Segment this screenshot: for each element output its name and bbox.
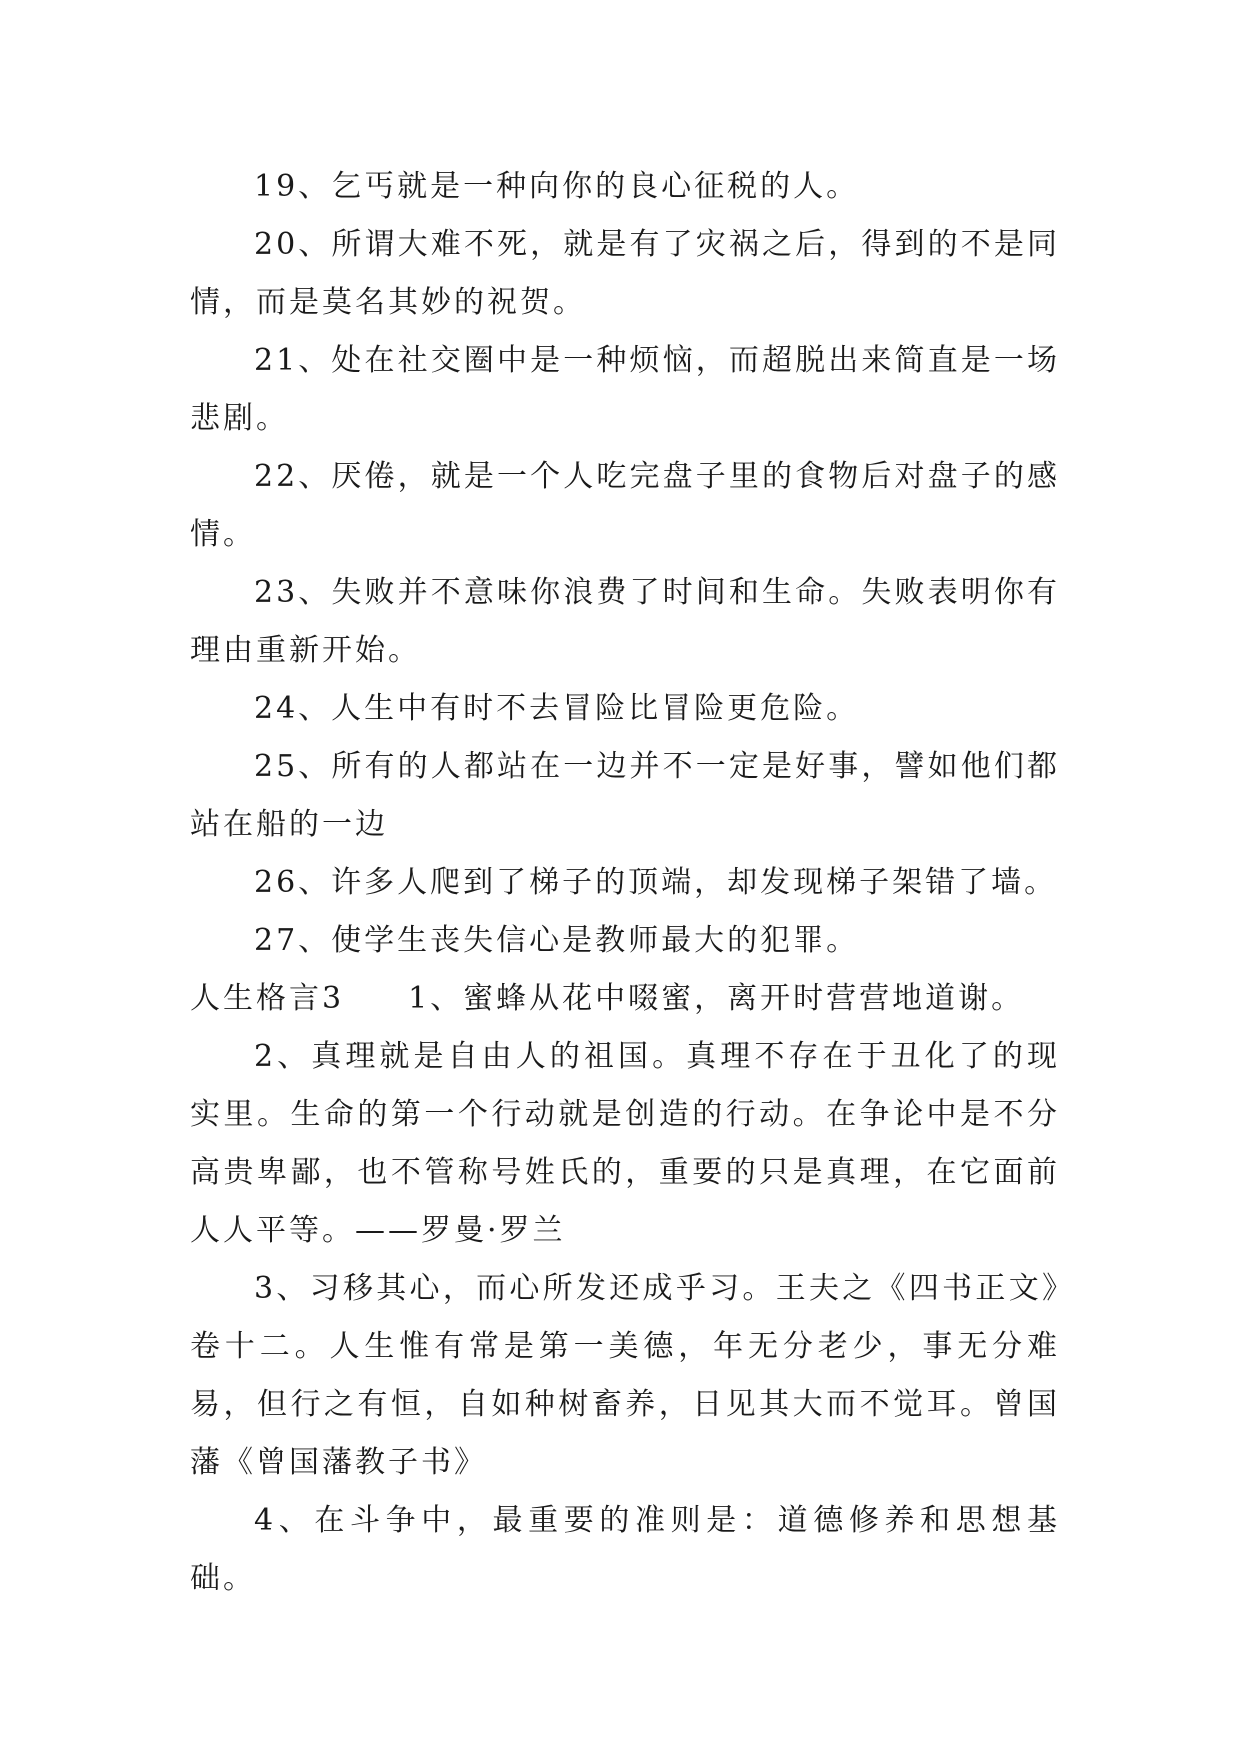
quote-s3-1: 1、蜜蜂从花中啜蜜，离开时营营地道谢。	[408, 981, 1025, 1016]
quote-s3-3: 3、习移其心，而心所发还成乎习。王夫之《四书正文》卷十二。人生惟有常是第一美德，年无分老少，事无分难易，但行之有恒，自如种树畜养，日见其大而不觉耳。曾国藩《曾国藩教子书》	[190, 1271, 1060, 1480]
quote-s3-4: 4、在斗争中，最重要的准则是：道德修养和思想基础。	[190, 1503, 1060, 1596]
quote-26: 26、许多人爬到了梯子的顶端，却发现梯子架错了墙。	[254, 865, 1058, 900]
quote-20: 20、所谓大难不死，就是有了灾祸之后，得到的不是同情，而是莫名其妙的祝贺。	[190, 227, 1060, 320]
quote-24: 24、人生中有时不去冒险比冒险更危险。	[254, 691, 860, 726]
quote-23: 23、失败并不意味你浪费了时间和生命。失败表明你有理由重新开始。	[190, 575, 1060, 668]
section-heading: 人生格言3	[190, 981, 345, 1016]
document-body	[190, 158, 1060, 1608]
quote-s3-2: 2、真理就是自由人的祖国。真理不存在于丑化了的现实里。生命的第一个行动就是创造的行动。在争论中是不分高贵卑鄙，也不管称号姓氏的，重要的只是真理，在它面前人人平等。——罗曼·罗兰	[190, 1039, 1060, 1248]
quote-19: 19、乞丐就是一种向你的良心征税的人。	[254, 169, 860, 204]
quote-22: 22、厌倦，就是一个人吃完盘子里的食物后对盘子的感情。	[190, 459, 1060, 552]
quote-25: 25、所有的人都站在一边并不一定是好事，譬如他们都站在船的一边	[190, 749, 1060, 842]
quote-27: 27、使学生丧失信心是教师最大的犯罪。	[254, 923, 860, 958]
section-line	[190, 970, 1060, 1028]
quote-21: 21、处在社交圈中是一种烦恼，而超脱出来简直是一场悲剧。	[190, 343, 1060, 436]
